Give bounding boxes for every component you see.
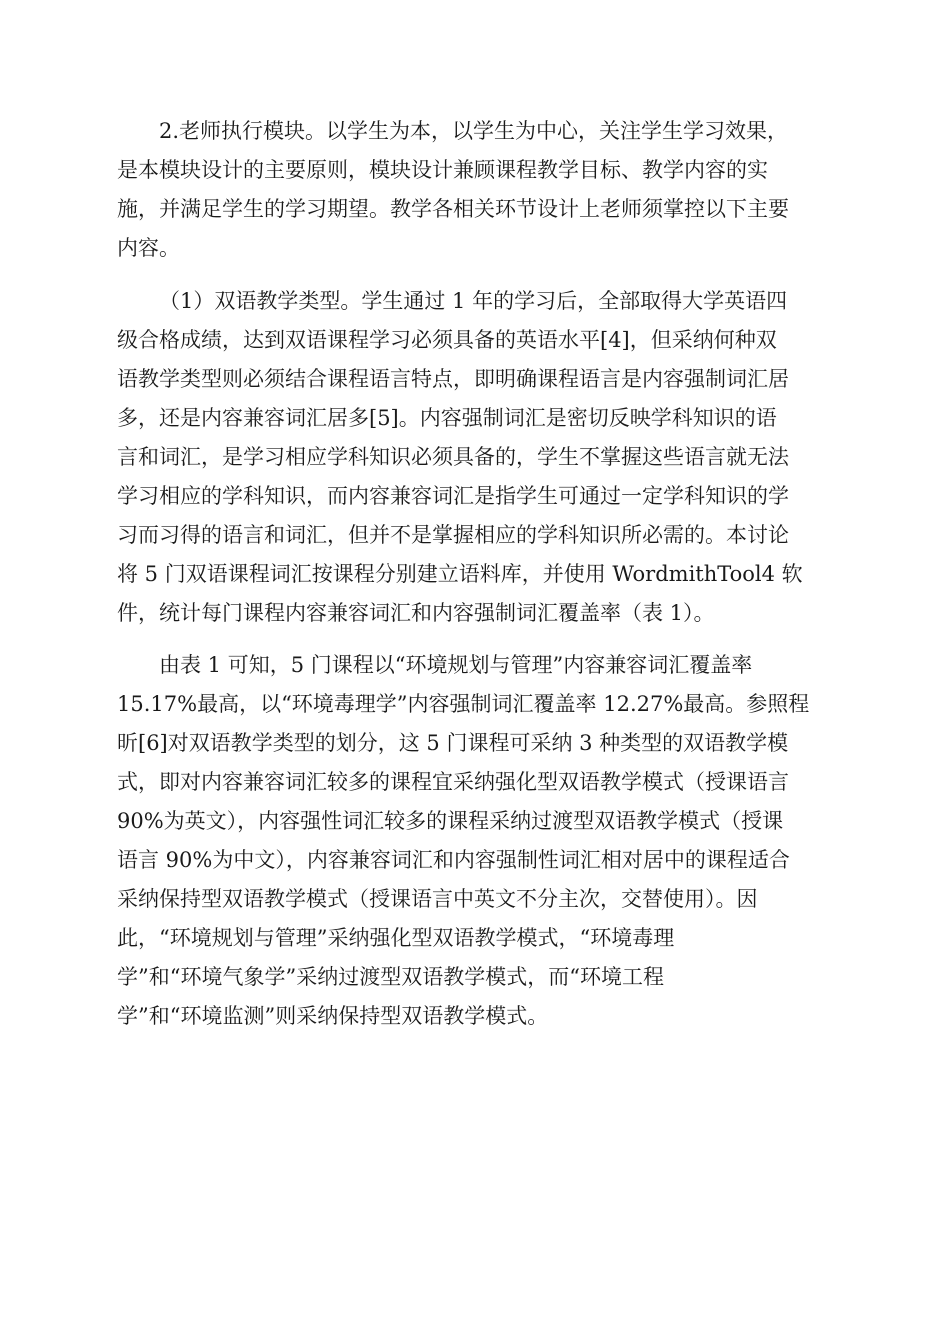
text-line: 习而习得的语言和词汇，但并不是掌握相应的学科知识所必需的。本讨论 [117, 523, 789, 547]
text-line: 件，统计每门课程内容兼容词汇和内容强制词汇覆盖率（表 1）。 [117, 601, 715, 625]
text-line: 内容。 [117, 236, 180, 260]
text-line: 语言 90%为中文），内容兼容词汇和内容强制性词汇相对居中的课程适合 [117, 848, 790, 872]
text-line: 学习相应的学科知识，而内容兼容词汇是指学生可通过一定学科知识的学 [117, 484, 789, 508]
paragraph-bilingual-types [117, 282, 803, 633]
text-line: 昕[6]对双语教学类型的划分，这 5 门课程可采纳 3 种类型的双语教学模 [117, 731, 789, 755]
text-line: （1）双语教学类型。学生通过 1 年的学习后，全部取得大学英语四 [159, 289, 788, 313]
paragraph-table-analysis [117, 646, 809, 1036]
text-line: 15.17%最高，以“环境毒理学”内容强制词汇覆盖率 12.27%最高。参照程 [117, 692, 810, 716]
text-line: 90%为英文），内容强性词汇较多的课程采纳过渡型双语教学模式（授课 [117, 809, 784, 833]
text-line: 施，并满足学生的学习期望。教学各相关环节设计上老师须掌控以下主要 [117, 197, 789, 221]
text-line: 由表 1 可知，5 门课程以“环境规划与管理”内容兼容词汇覆盖率 [159, 653, 753, 677]
text-line: 采纳保持型双语教学模式（授课语言中英文不分主次，交替使用）。因 [117, 887, 758, 911]
text-line: 将 5 门双语课程词汇按课程分别建立语料库，并使用 WordmithTool4 软 [117, 562, 803, 586]
text-line: 此，“环境规划与管理”采纳强化型双语教学模式，“环境毒理 [117, 926, 675, 950]
paragraph-teacher-module [117, 112, 789, 268]
text-line: 多，还是内容兼容词汇居多[5]。内容强制词汇是密切反映学科知识的语 [117, 406, 777, 430]
text-line: 是本模块设计的主要原则，模块设计兼顾课程教学目标、教学内容的实 [117, 158, 768, 182]
text-line: 语教学类型则必须结合课程语言特点，即明确课程语言是内容强制词汇居 [117, 367, 789, 391]
text-line: 学”和“环境气象学”采纳过渡型双语教学模式，而“环境工程 [117, 965, 664, 989]
text-line: 级合格成绩，达到双语课程学习必须具备的英语水平[4]，但采纳何种双 [117, 328, 777, 352]
text-line: 式，即对内容兼容词汇较多的课程宜采纳强化型双语教学模式（授课语言 [117, 770, 789, 794]
text-line: 言和词汇，是学习相应学科知识必须具备的，学生不掌握这些语言就无法 [117, 445, 789, 469]
text-line: 学”和“环境监测”则采纳保持型双语教学模式。 [117, 1004, 549, 1028]
text-line: 2.老师执行模块。以学生为本，以学生为中心，关注学生学习效果， [159, 119, 789, 143]
